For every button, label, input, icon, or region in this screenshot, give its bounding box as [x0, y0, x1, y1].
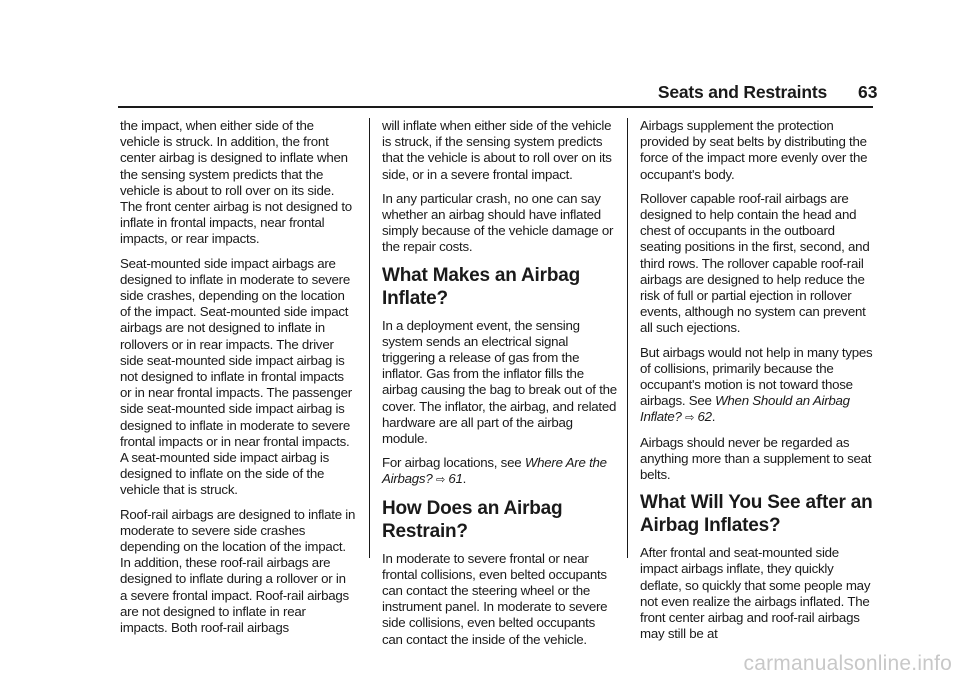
page-number: 63: [858, 82, 878, 102]
paragraph: A seat-mounted side impact airbag is designed to inflate on the side of the vehicle that is struck.: [120, 450, 330, 498]
section-heading: How Does an Airbag Restrain?: [382, 497, 563, 542]
cross-reference-page: 61: [448, 471, 463, 487]
paragraph: will inflate when either side of the vehicle is struck, if the sensing system predicts that the vehicle is about to roll over on its side, or in a severe frontal impact.: [382, 118, 612, 182]
section-title: Seats and Restraints: [657, 82, 827, 102]
paragraph: In a deployment event, the sensing system sends an electrical signal triggering a release of gas from the inflator. Gas from the inflator fills the airbag causing the bag to break out of the cover. The inflator, the airbag, and related hardware are all part of the airbag module.: [382, 317, 617, 447]
paragraph-end: .: [462, 471, 467, 487]
paragraph: In moderate to severe frontal or near frontal collisions, even belted occupants can contact the steering wheel or the instrument panel. In moderate to severe side collisions, even belted occupants can contact the inside of the vehicle.: [382, 550, 608, 647]
paragraph: Seat-mounted side impact airbags are designed to inflate in moderate to severe side crashes, depending on the location of the impact. Seat-mounted side impact airbags are not designed to inflate in rollovers or in rear impacts. The driver side seat-mounted side impact airbag is not designed to inflate in frontal impacts or in near frontal impacts. The passenger side seat-mounted side impact airbag is designed to inflate in moderate to severe frontal impacts or in near frontal impacts.: [120, 255, 352, 449]
column-divider-1: [369, 118, 370, 558]
section-heading: What Will You See after an Airbag Inflates?: [640, 492, 873, 537]
page-header: [0, 0, 960, 111]
paragraph-text: For airbag locations, see: [382, 455, 525, 471]
column-divider-2: [627, 118, 628, 558]
paragraph-with-reference: [382, 455, 618, 488]
cross-reference-title: Where Are the Airbags?: [382, 455, 607, 487]
cross-reference-title: When Should an Airbag Inflate?: [640, 393, 850, 425]
column-3: [640, 118, 876, 650]
paragraph: In any particular crash, no one can say whether an airbag should have inflated simply because of the vehicle damage or the repair costs.: [382, 190, 614, 255]
paragraph-with-reference: [640, 345, 876, 427]
column-1: [120, 118, 356, 644]
paragraph: Airbags should never be regarded as anything more than a supplement to seat belts.: [640, 434, 872, 483]
page-arrow-icon: ⇨: [435, 474, 445, 487]
paragraph: Roof-rail airbags are designed to inflate in moderate to severe side crashes depending on the location of the impact. In addition, these roof-rail airbags are designed to inflate during a rollover or in a severe frontal impact. Roof-rail airbags are not designed to inflate in rear impacts. Both roof-rail airbags: [120, 506, 356, 636]
page-arrow-icon: ⇨: [685, 412, 695, 425]
header-rule: [118, 106, 873, 108]
column-2: [382, 118, 618, 656]
paragraph: Airbags supplement the protection provided by seat belts by distributing the force of the impact more evenly over the occupant's body.: [640, 118, 868, 182]
paragraph-end: .: [711, 409, 716, 425]
paragraph: Rollover capable roof-rail airbags are designed to help contain the head and chest of occupants in the outboard seating positions in the first, second, and third rows. The rollover capable roof-rail airbags are designed to help reduce the risk of full or partial ejection in rollover events, although no system can prevent all such ejections.: [640, 190, 870, 336]
paragraph: After frontal and seat-mounted side impact airbags inflate, they quickly deflate, so quickly that some people may not even realize the airbags inflated. The front center airbag and roof-rail airbags may still be at: [640, 545, 871, 642]
paragraph: the impact, when either side of the vehicle is struck. In addition, the front center airbag is designed to inflate when the sensing system predicts that the vehicle is about to roll over on its side. The front center airbag is not designed to inflate in frontal impacts, near frontal impacts, or rear impacts.: [120, 118, 352, 247]
cross-reference-page: 62: [697, 409, 712, 425]
paragraph-text: But airbags would not help in many types of collisions, primarily because the occupant's motion is not toward those airbags. See: [640, 344, 873, 409]
site-watermark: carmanualsonline.info: [743, 652, 952, 675]
section-heading: What Makes an Airbag Inflate?: [382, 264, 581, 309]
